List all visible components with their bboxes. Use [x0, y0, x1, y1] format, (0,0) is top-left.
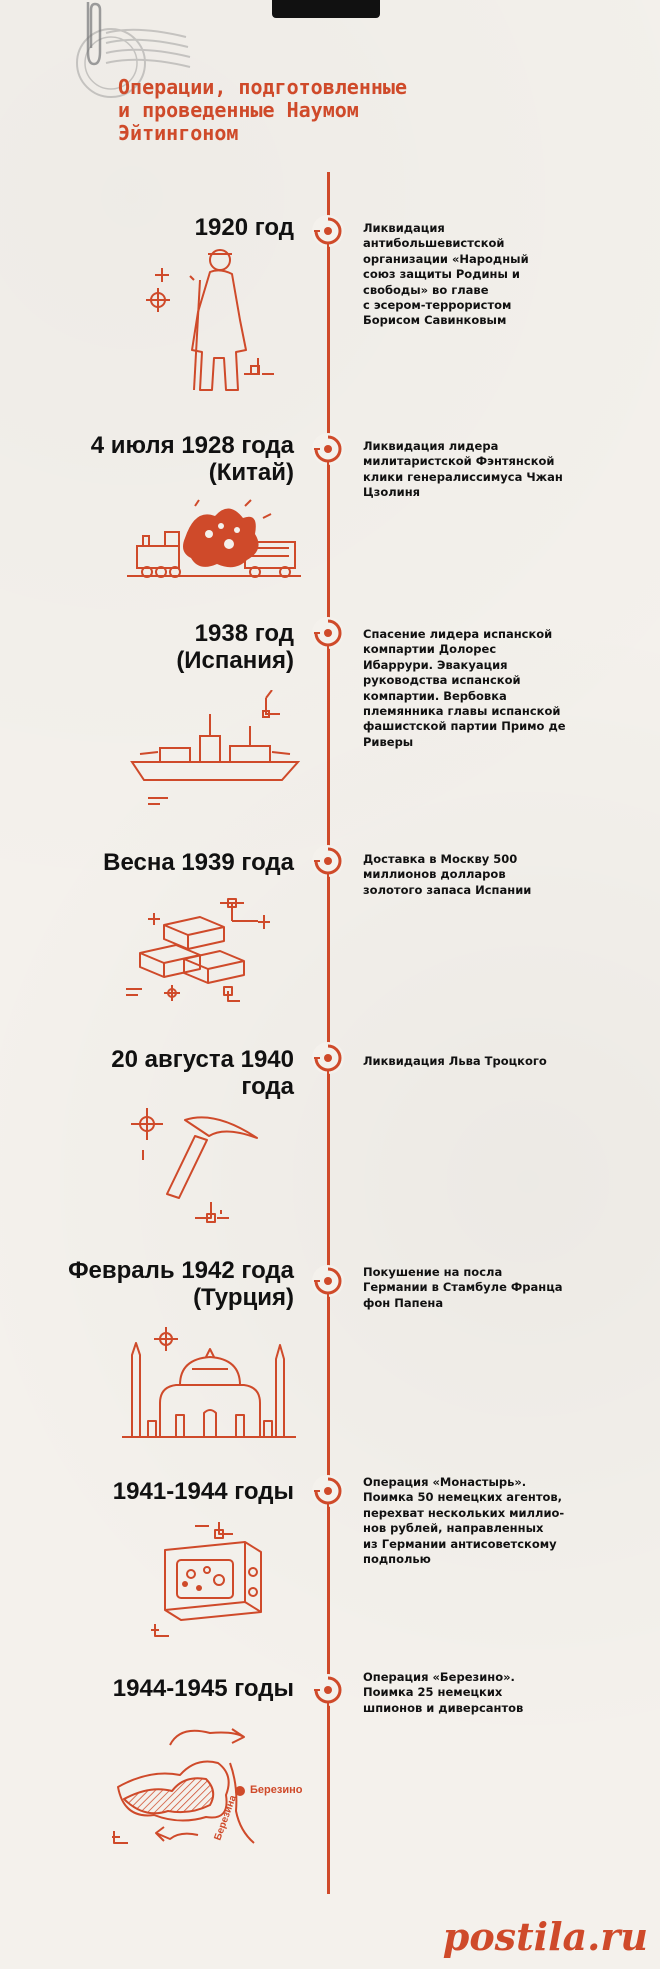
event-date: 1941-1944 годы — [112, 1478, 294, 1505]
event-date: 4 июля 1928 года (Китай) — [90, 432, 294, 486]
event-description: Ликвидация антибольшевистской организации «Народный союз защиты Родины и свободы» во главе с эсером-террористом Борисом Савинковым — [363, 221, 529, 328]
event-date: 20 августа 1940 года — [111, 1046, 294, 1100]
event-description: Ликвидация Льва Троцкого — [363, 1054, 547, 1068]
event-date: 1920 год — [194, 214, 294, 241]
watermark: postila.ru — [442, 1914, 648, 1959]
event-description: Спасение лидера испанской компартии Долорес Ибаррури. Эвакуация руководства испанской компартии. Вербовка племянника главы испанской фашистской партии Примо де Риверы — [363, 627, 566, 749]
event-date: 1944-1945 годы — [112, 1675, 294, 1702]
map-icon — [110, 1715, 310, 1850]
event-description: Операция «Монастырь». Поимка 50 немецких агентов, перехват нескольких миллио- нов рублей, направленных из Германии антисоветскому подполью — [363, 1475, 565, 1567]
timeline-marker-icon — [312, 433, 344, 465]
event-date: 1938 год (Испания) — [176, 620, 294, 674]
top-tab — [272, 0, 380, 18]
event-date: Февраль 1942 года (Турция) — [68, 1257, 294, 1311]
timeline-marker-icon — [312, 1475, 344, 1507]
soldier-icon — [140, 240, 290, 400]
map-town-label: Березино — [250, 1784, 303, 1796]
infographic-title: Операции, подготовленные и проведенные Наумом Эйтингоном — [118, 75, 407, 145]
map-river-label: Березина — [212, 1793, 239, 1843]
timeline-marker-icon — [312, 1042, 344, 1074]
timeline-marker-icon — [312, 845, 344, 877]
event-description: Доставка в Москву 500 миллионов долларов золотого запаса Испании — [363, 852, 532, 897]
event-description: Операция «Березино». Поимка 25 немецких шпионов и диверсантов — [363, 1670, 524, 1715]
timeline-marker-icon — [312, 617, 344, 649]
radio-icon — [135, 1520, 285, 1645]
ship-icon — [130, 690, 300, 815]
event-description: Покушение на посла Германии в Стамбуле Франца фон Папена — [363, 1265, 563, 1310]
mosque-icon — [120, 1325, 300, 1445]
timeline-marker-icon — [312, 215, 344, 247]
gold-bars-icon — [120, 895, 290, 1015]
train-explosion-icon — [125, 498, 305, 593]
timeline-marker-icon — [312, 1265, 344, 1297]
ice-axe-icon — [125, 1102, 275, 1232]
timeline-axis — [327, 172, 330, 1894]
timeline-marker-icon — [312, 1674, 344, 1706]
event-description: Ликвидация лидера милитаристской Фэнтянской клики генералиссимуса Чжан Цзолиня — [363, 439, 563, 500]
event-date: Весна 1939 года — [103, 849, 294, 876]
